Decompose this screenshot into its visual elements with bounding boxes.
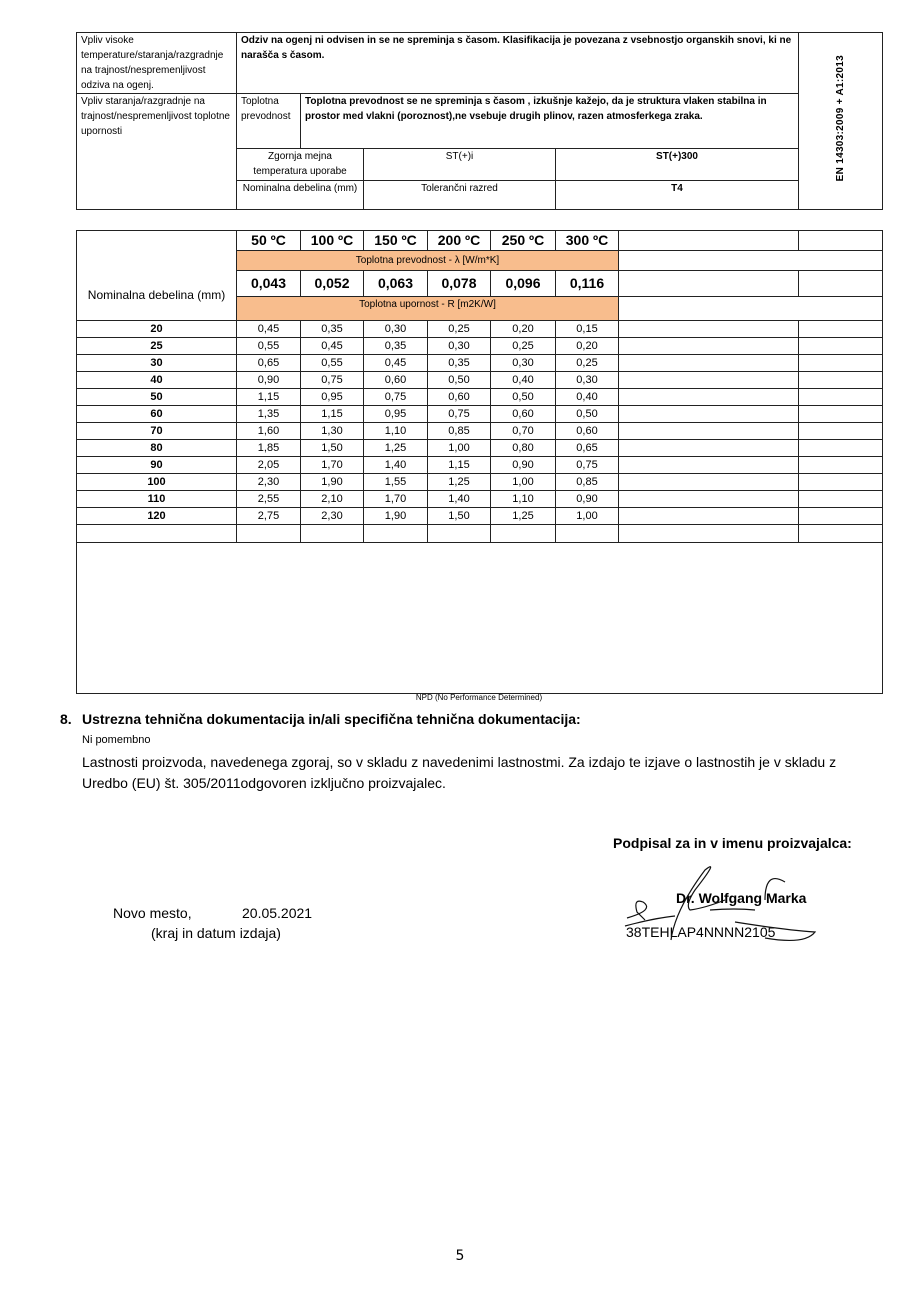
r-value-cell: 1,35 [237,406,301,423]
r-value-cell: 1,50 [428,508,491,525]
row-label: Vpliv visoke temperature/staranja/razgradnje na trajnost/nespremenljivost odziva na ogenj. [77,33,237,94]
place: Novo mesto, [113,905,192,921]
r-value-cell: 0,40 [491,372,556,389]
r-value-cell: 2,05 [237,457,301,474]
r-value-cell: 0,90 [556,491,619,508]
r-value-cell: 0,25 [556,355,619,372]
r-value-cell: 1,55 [364,474,428,491]
row-text: Odziv na ogenj ni odvisen in se ne spreminja s časom. Klasifikacija je povezana z vsebnostjo organskih snovi, ki ne narašča s časom. [237,33,799,94]
table-row [77,423,883,440]
r-value-cell: 2,10 [301,491,364,508]
page-number: 5 [455,1248,465,1264]
r-value-cell: 0,95 [301,389,364,406]
sub-row-value: ST(+)300 [556,149,799,181]
r-value-cell: 2,30 [237,474,301,491]
r-value-cell: 1,50 [301,440,364,457]
r-value-cell: 0,65 [237,355,301,372]
thickness-cell: 100 [77,474,237,491]
r-value-cell: 1,25 [364,440,428,457]
r-value-cell: 1,40 [364,457,428,474]
r-label: Toplotna upornost - R [m2K/W] [237,297,619,321]
temp-header: 250 ºC [491,231,556,251]
r-value-cell: 0,50 [428,372,491,389]
r-value-cell: 0,55 [301,355,364,372]
r-value-cell: 0,75 [364,389,428,406]
table-row [77,457,883,474]
r-value-cell: 0,50 [491,389,556,406]
r-value-cell: 0,30 [491,355,556,372]
sub-row-value: T4 [556,181,799,210]
r-value-cell: 0,45 [364,355,428,372]
r-value-cell: 1,25 [491,508,556,525]
r-value-cell: 0,75 [301,372,364,389]
sub-row-label: Nominalna debelina (mm) [237,181,364,210]
r-value-cell: 0,80 [491,440,556,457]
table-row [77,338,883,355]
thickness-cell: 60 [77,406,237,423]
r-value-cell: 1,60 [237,423,301,440]
lambda-value: 0,052 [301,271,364,297]
r-value-cell: 1,70 [364,491,428,508]
r-value-cell: 1,15 [237,389,301,406]
thickness-cell: 120 [77,508,237,525]
sub-label: Toplotna prevodnost [237,94,301,149]
r-value-cell: 2,75 [237,508,301,525]
lambda-label: Toplotna prevodnost - λ [W/m*K] [237,251,619,271]
r-value-cell: 0,60 [364,372,428,389]
r-value-cell: 2,30 [301,508,364,525]
table-row [77,321,883,338]
sub-row-key: ST(+)i [364,149,556,181]
r-value-cell: 1,30 [301,423,364,440]
npd-footnote: NPD (No Performance Determined) [415,693,543,702]
section-number: 8. [60,711,72,727]
r-value-cell: 0,60 [491,406,556,423]
r-value-cell: 0,35 [301,321,364,338]
r-value-cell: 1,15 [428,457,491,474]
r-value-cell: 1,85 [237,440,301,457]
temp-header: 50 ºC [237,231,301,251]
r-value-cell: 1,40 [428,491,491,508]
temp-header: 100 ºC [301,231,364,251]
r-value-cell: 1,00 [556,508,619,525]
standard-label: EN 14303:2009 + A1:2013 [835,55,847,182]
table-row [77,474,883,491]
lambda-value: 0,043 [237,271,301,297]
section-title: Ustrezna tehnična dokumentacija in/ali specifična tehnična dokumentacija: [82,711,581,727]
thickness-cell: 50 [77,389,237,406]
r-value-cell: 0,30 [556,372,619,389]
r-value-cell: 0,75 [556,457,619,474]
r-value-cell: 1,10 [491,491,556,508]
r-value-cell: 0,35 [428,355,491,372]
r-value-cell: 0,85 [428,423,491,440]
table-row [77,508,883,525]
r-value-cell: 2,55 [237,491,301,508]
conformity-paragraph: Lastnosti proizvoda, navedenega zgoraj, so v skladu z navedenimi lastnostmi. Za izdajo te izjave o lastnostih je v skladu z Uredbo (EU) št. 305/2011odgovoren izključno proizvajalec. [82,754,837,791]
r-value-cell: 0,30 [428,338,491,355]
lambda-value: 0,063 [364,271,428,297]
r-value-cell: 1,25 [428,474,491,491]
thickness-cell: 110 [77,491,237,508]
r-value-cell: 0,20 [491,321,556,338]
thickness-cell: 25 [77,338,237,355]
table-row [77,440,883,457]
r-value-cell: 0,50 [556,406,619,423]
signatory-code: 38TEHLAP4NNNN2105 [626,924,776,940]
r-value-cell: 1,10 [364,423,428,440]
thermal-resistance-table [76,230,883,694]
thickness-cell: 70 [77,423,237,440]
r-value-cell: 0,90 [237,372,301,389]
lambda-value: 0,116 [556,271,619,297]
signature-heading: Podpisal za in v imenu proizvajalca: [613,835,852,851]
r-value-cell: 1,90 [364,508,428,525]
r-value-cell: 0,25 [428,321,491,338]
r-value-cell: 1,00 [428,440,491,457]
r-value-cell: 0,15 [556,321,619,338]
r-value-cell: 0,45 [301,338,364,355]
r-value-cell: 0,65 [556,440,619,457]
sub-row-label: Zgornja mejna temperatura uporabe [237,149,364,181]
date: 20.05.2021 [242,905,313,921]
table-row [77,355,883,372]
table-row [77,406,883,423]
temp-header: 150 ºC [364,231,428,251]
place-date-label: (kraj in datum izdaja) [151,925,281,941]
r-value-cell: 0,30 [364,321,428,338]
lambda-value: 0,096 [491,271,556,297]
row-text: Toplotna prevodnost se ne spreminja s časom , izkušnje kažejo, da je struktura vlaken stabilna in prostor med vlakni (poroznost),ne vsebuje drugih plinov, razen atmosferkega zraka. [301,94,799,149]
thickness-cell: 90 [77,457,237,474]
r-value-cell: 0,40 [556,389,619,406]
r-value-cell: 0,20 [556,338,619,355]
r-value-cell: 1,00 [491,474,556,491]
r-value-cell: 1,70 [301,457,364,474]
table-row [77,389,883,406]
sub-row-key: Tolerančni razred [364,181,556,210]
r-value-cell: 1,15 [301,406,364,423]
r-value-cell: 0,60 [556,423,619,440]
lambda-value: 0,078 [428,271,491,297]
r-value-cell: 0,70 [491,423,556,440]
r-value-cell: 0,45 [237,321,301,338]
r-value-cell: 0,95 [364,406,428,423]
row-header: Nominalna debelina (mm) [77,231,237,321]
r-value-cell: 0,90 [491,457,556,474]
temp-header: 300 ºC [556,231,619,251]
r-value-cell: 0,60 [428,389,491,406]
thickness-cell: 20 [77,321,237,338]
temp-header: 200 ºC [428,231,491,251]
r-value-cell: 0,75 [428,406,491,423]
handwritten-signature-icon [615,860,825,945]
table-row [77,491,883,508]
durability-table [76,32,883,210]
thickness-cell: 40 [77,372,237,389]
thickness-cell: 30 [77,355,237,372]
r-value-cell: 0,35 [364,338,428,355]
row-label: Vpliv staranja/razgradnje na trajnost/nespremenljivost toplotne upornosti [77,94,237,210]
table-row [77,372,883,389]
r-value-cell: 1,90 [301,474,364,491]
section-note: Ni pomembno [82,734,151,746]
r-value-cell: 0,55 [237,338,301,355]
signatory-name: Dr. Wolfgang Marka [676,890,807,906]
r-value-cell: 0,25 [491,338,556,355]
thickness-cell: 80 [77,440,237,457]
r-value-cell: 0,85 [556,474,619,491]
